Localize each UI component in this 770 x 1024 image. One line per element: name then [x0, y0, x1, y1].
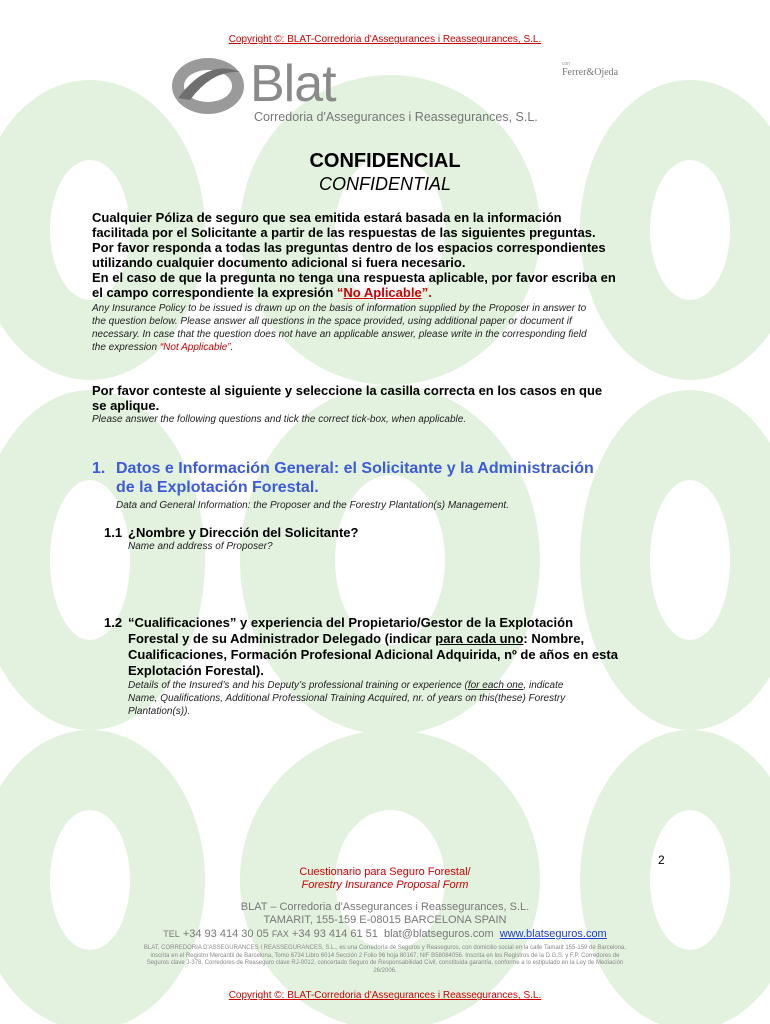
footer-website-link[interactable]: www.blatseguros.com: [499, 928, 607, 940]
close-quote: ”.: [421, 285, 432, 300]
intro-en-line: necessary. In case that the question does not have an applicable answer, please write in the corresponding field: [92, 329, 587, 340]
page-title-en: CONFIDENTIAL: [318, 174, 451, 194]
footer-company: BLAT – Corredoria d'Assegurances i Reassegurances, S.L.: [240, 901, 530, 913]
intro-block: [92, 210, 692, 354]
partner-prefix: con: [562, 61, 571, 67]
page-number: 2: [658, 853, 665, 867]
footer-email[interactable]: blat@blatseguros.com: [384, 928, 494, 940]
no-aplicable-term: No Aplicable: [343, 285, 422, 300]
header-copyright[interactable]: Copyright ©: BLAT-Corredoria d'Assegurances i Reassegurances, S.L.: [228, 34, 542, 45]
question-1-2: “Cualificaciones” y experiencia del Propietario/Gestor de la Explotación Forestal y de su Administrador Delegado (indicar para cada uno: Nombre, Cualificaciones, Formación Profesional Adicional Adquirida, nº de años en esta Explotación Forestal). Details of the Insured’s and his Deputy’s professional training or experience (for each one, indicate Name, Qualifications, Additional Professional Training Acquired, nr. of years on this(these) Forestry Plantation(s)).: [128, 615, 618, 717]
not-applicable-term: “Not Applicable”: [159, 342, 231, 353]
footer-contact: TEL +34 93 414 30 05 FAX +34 93 414 61 51 blat@blatseguros.com www.blatseguros.com: [163, 928, 607, 940]
footer-legal: BLAT, CORREDORIA D'ASSEGURANCES I REASSEGURANCES, S.L., es una Corredoría de Seguros y Reaseguros, con domicilio social en la calle Tamarit 155-159 de Barcelona, inscrita en el Registro Mercantil de Barcelona, Tomo 6734 Libro 6014 Sección 2 Folio 96 hoja 80167, NIF B58084056. Inscrita en los Registros de la D.G.S. y F.P. Corredores de Seguros clave J-378. Corredores de Reaseguro clave RJ-0012, concertado Seguro de Responsabilidad Civil, constituida garantía, conforme a lo estipulado en la Ley de Mediación 26/2006.: [143, 945, 627, 974]
intro-es-line: el campo correspondiente la expresión “No Aplicable”.: [92, 285, 432, 300]
section-1-heading: Datos e Información General: el Solicitante y la Administración de la Explotación Forestal. Data and General Information: the Proposer and the Forestry Plantation(s) Management.: [116, 459, 696, 512]
intro-es-line: utilizando cualquier documento adicional si fuera necesario.: [92, 255, 466, 270]
footer-copyright[interactable]: Copyright ©: BLAT-Corredoria d'Assegurances i Reassegurances, S.L.: [228, 990, 542, 1001]
logo-name: Blat: [250, 55, 336, 113]
instructions-es-line: Por favor conteste al siguiente y seleccione la casilla correcta en los casos en que: [92, 383, 603, 398]
intro-es-line: facilitada por el Solicitante a partir de las respuestas de las siguientes preguntas.: [92, 225, 596, 240]
intro-en-line: the expression “Not Applicable”.: [92, 342, 234, 353]
form-title-en: Forestry Insurance Proposal Form: [301, 879, 469, 891]
instructions-en: Please answer the following questions and tick the correct tick-box, when applicable.: [92, 414, 467, 425]
instructions-es-line: se aplique.: [92, 398, 160, 413]
intro-es-line: Cualquier Póliza de seguro que sea emitida estará basada en la información: [92, 210, 562, 225]
instructions-block: [92, 383, 692, 426]
form-title-es: Cuestionario para Seguro Forestal: [299, 866, 468, 878]
footer-tel: +34 93 414 30 05: [182, 928, 269, 940]
question-number: 1.2: [104, 615, 123, 630]
intro-en-line: the question below. Please answer all questions in the space provided, using additional paper or document if: [92, 316, 572, 327]
footer-fax: +34 93 414 61 51: [291, 928, 378, 940]
form-title: Cuestionario para Seguro Forestal/ Forestry Insurance Proposal Form: [0, 866, 770, 892]
intro-en-line: Any Insurance Policy to be issued is drawn up on the basis of information supplied by the Proposer in answer to: [92, 303, 587, 314]
question-1-1: ¿Nombre y Dirección del Solicitante? Name and address of Proposer?: [128, 525, 359, 552]
open-quote: “: [336, 285, 344, 300]
blat-logo-icon: [168, 54, 248, 118]
question-number: 1.1: [104, 525, 123, 540]
logo-subtitle: Corredoria d'Assegurances i Reassegurances, S.L.: [254, 110, 538, 124]
intro-es-line: Por favor responda a todas las preguntas dentro de los espacios correspondientes: [92, 240, 606, 255]
page-title: CONFIDENCIAL: [309, 150, 461, 172]
footer-address: TAMARIT, 155-159 E-08015 BARCELONA SPAIN: [263, 914, 507, 926]
section-1-subtitle-en: Data and General Information: the Proposer and the Forestry Plantation(s) Management.: [116, 500, 509, 511]
section-number: 1.: [92, 460, 106, 477]
intro-es-line: En el caso de que la pregunta no tenga una respuesta aplicable, por favor escriba en: [92, 270, 616, 285]
partner-logo: Ferrer&Ojeda: [562, 67, 619, 78]
